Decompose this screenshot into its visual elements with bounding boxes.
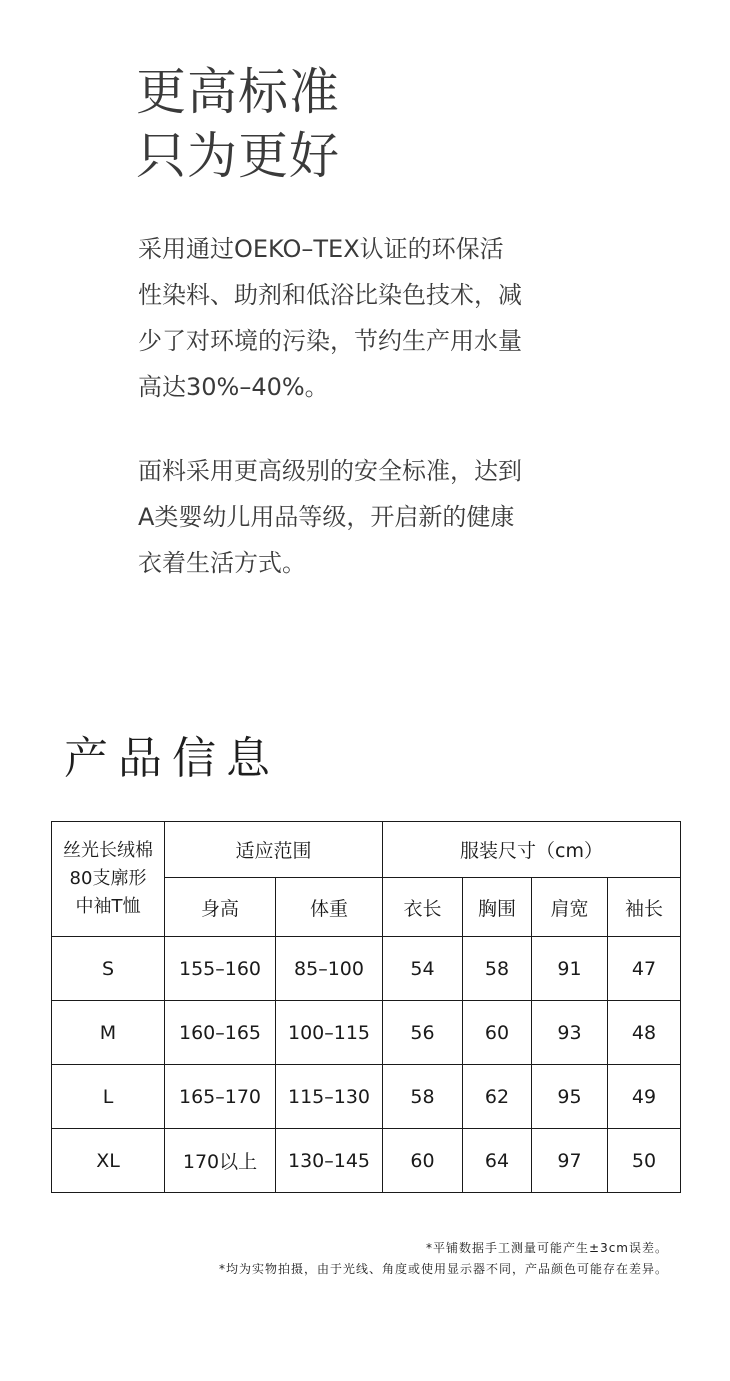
weight-cell: 115–130 [276,1065,383,1129]
paragraph-line: 面料采用更高级别的安全标准，达到 [138,457,522,485]
table-header-row [52,822,681,878]
paragraph-line: A类婴幼儿用品等级，开启新的健康 [138,503,515,531]
table-row [52,937,681,1001]
paragraph-line: 少了对环境的污染，节约生产用水量 [138,327,522,355]
sleeve-cell: 50 [608,1129,681,1193]
product-name-cell [52,822,165,937]
paragraph-line: 高达30%–40%。 [138,373,329,401]
paragraph-line: 采用通过OEKO–TEX认证的环保活 [138,235,504,263]
sleeve-cell: 48 [608,1001,681,1065]
chest-cell: 64 [463,1129,532,1193]
column-header-sleeve: 袖长 [608,878,681,937]
height-cell: 170以上 [165,1129,276,1193]
weight-cell: 130–145 [276,1129,383,1193]
footnotes [219,1238,668,1280]
length-cell: 60 [383,1129,463,1193]
product-name-line: 80支廓形 [69,868,147,889]
footnote: *平铺数据手工测量可能产生±3cm误差。 [426,1241,668,1255]
column-header-chest: 胸围 [463,878,532,937]
eco-dye-paragraph [138,226,598,410]
shoulder-cell: 95 [532,1065,608,1129]
product-name-line: 中袖T恤 [75,896,141,917]
size-cell: M [52,1001,165,1065]
size-table [51,821,681,1193]
table-row [52,1001,681,1065]
fit-range-header: 适应范围 [165,822,383,878]
safety-standard-paragraph [138,448,598,586]
footnote: *均为实物拍摄，由于光线、角度或使用显示器不同，产品颜色可能存在差异。 [218,1262,668,1276]
garment-size-header: 服装尺寸（cm） [383,822,681,878]
chest-cell: 58 [463,937,532,1001]
headline-line-2: 只为更好 [136,127,340,185]
section-title: 产品信息 [64,733,280,784]
column-header-length: 衣长 [383,878,463,937]
size-cell: L [52,1065,165,1129]
column-header-weight: 体重 [276,878,383,937]
length-cell: 54 [383,937,463,1001]
product-name-line: 丝光长绒棉 [63,840,153,861]
table-row [52,1129,681,1193]
table-row [52,1065,681,1129]
size-cell: S [52,937,165,1001]
headline-line-1: 更高标准 [136,63,340,121]
headline [136,60,340,188]
shoulder-cell: 97 [532,1129,608,1193]
column-header-height: 身高 [165,878,276,937]
sleeve-cell: 47 [608,937,681,1001]
sleeve-cell: 49 [608,1065,681,1129]
chest-cell: 62 [463,1065,532,1129]
height-cell: 160–165 [165,1001,276,1065]
height-cell: 155–160 [165,937,276,1001]
paragraph-line: 性染料、助剂和低浴比染色技术，减 [138,281,522,309]
column-header-shoulder: 肩宽 [532,878,608,937]
length-cell: 56 [383,1001,463,1065]
shoulder-cell: 93 [532,1001,608,1065]
paragraph-line: 衣着生活方式。 [138,549,306,577]
chest-cell: 60 [463,1001,532,1065]
weight-cell: 85–100 [276,937,383,1001]
height-cell: 165–170 [165,1065,276,1129]
size-cell: XL [52,1129,165,1193]
shoulder-cell: 91 [532,937,608,1001]
length-cell: 58 [383,1065,463,1129]
weight-cell: 100–115 [276,1001,383,1065]
